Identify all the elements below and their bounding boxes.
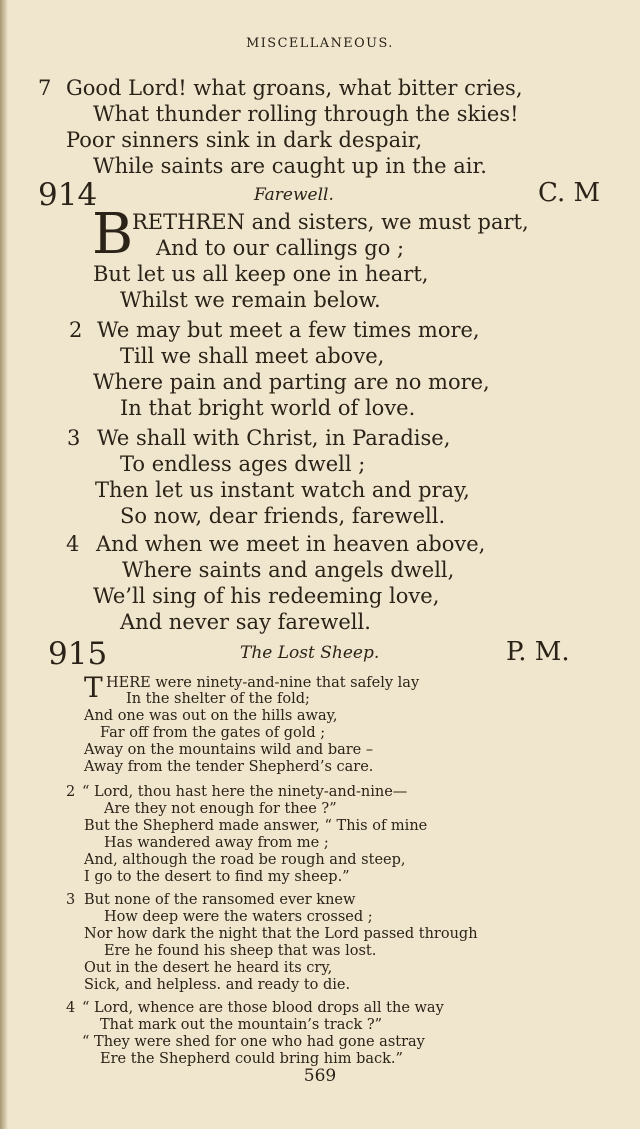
verse-line: Poor sinners sink in dark despair, [66, 128, 423, 152]
verse-line: How deep were the waters crossed ; [104, 909, 373, 925]
verse-line: Ere he found his sheep that was lost. [104, 943, 377, 959]
verse-line: That mark out the mountain’s track ?” [100, 1017, 383, 1033]
verse-line: Has wandered away from me ; [104, 835, 329, 851]
verse-line: Where pain and parting are no more, [93, 370, 490, 394]
hymn-number: 915 [48, 636, 108, 672]
verse-number: 2 [66, 784, 76, 800]
verse-number: 3 [67, 426, 81, 450]
verse-line: RETHREN and sisters, we must part, [132, 210, 529, 234]
hymn-meter: P. M. [506, 637, 570, 667]
verse-number: 2 [69, 318, 83, 342]
drop-cap: T [84, 671, 103, 704]
hymn-meter: C. M [538, 178, 601, 208]
verse-line: So now, dear friends, farewell. [120, 504, 446, 528]
verse-line: Ere the Shepherd could bring him back.” [100, 1051, 403, 1067]
hymn-number: 914 [38, 177, 98, 213]
verse-line: We shall with Christ, in Paradise, [97, 426, 451, 450]
verse-line: But the Shepherd made answer, “ This of mine [84, 818, 428, 834]
hymn-title: The Lost Sheep. [240, 643, 380, 663]
verse-line: And never say farewell. [120, 610, 371, 634]
verse-number: 7 [38, 76, 52, 100]
page-number: 569 [303, 1066, 337, 1086]
verse-line: What thunder rolling through the skies! [93, 102, 519, 126]
verse-line: Away from the tender Shepherd’s care. [84, 759, 374, 775]
verse-line: Then let us instant watch and pray, [95, 478, 470, 502]
verse-line: Whilst we remain below. [120, 288, 381, 312]
verse-line: Where saints and angels dwell, [122, 558, 455, 582]
verse-line: But none of the ransomed ever knew [84, 892, 356, 908]
verse-line: Out in the desert he heard its cry, [84, 960, 333, 976]
verse-line: And, although the road be rough and steep, [84, 852, 406, 868]
verse-number: 4 [66, 532, 80, 556]
verse-line: Good Lord! what groans, what bitter cries, [66, 76, 523, 100]
verse-line: “ They were shed for one who had gone astray [82, 1034, 425, 1050]
verse-line: We’ll sing of his redeeming love, [93, 584, 440, 608]
verse-line: Till we shall meet above, [120, 344, 385, 368]
verse-line: Are they not enough for thee ?” [104, 801, 337, 817]
verse-line: And when we meet in heaven above, [96, 532, 486, 556]
verse-line: And to our callings go ; [156, 236, 405, 260]
verse-line: Away on the mountains wild and bare – [84, 742, 374, 758]
verse-line: Nor how dark the night that the Lord passed through [84, 926, 478, 942]
verse-line: While saints are caught up in the air. [93, 154, 487, 178]
verse-line: HERE were ninety-and-nine that safely lay [106, 675, 420, 691]
drop-cap: B [92, 202, 134, 267]
verse-line: In that bright world of love. [120, 396, 416, 420]
verse-line: I go to the desert to find my sheep.” [84, 869, 350, 885]
verse-line: Sick, and helpless. and ready to die. [84, 977, 351, 993]
verse-line: But let us all keep one in heart, [93, 262, 429, 286]
verse-line: In the shelter of the fold; [126, 691, 310, 707]
verse-line: We may but meet a few times more, [97, 318, 480, 342]
verse-line: To endless ages dwell ; [120, 452, 366, 476]
verse-line: “ Lord, whence are those blood drops all the way [82, 1000, 444, 1016]
hymn-title: Farewell. [254, 185, 334, 205]
verse-line: “ Lord, thou hast here the ninety-and-nine— [82, 784, 408, 800]
verse-line: And one was out on the hills away, [84, 708, 338, 724]
verse-number: 4 [66, 1000, 76, 1016]
verse-line: Far off from the gates of gold ; [100, 725, 326, 741]
running-header: MISCELLANEOUS. [246, 36, 394, 51]
verse-number: 3 [66, 892, 76, 908]
